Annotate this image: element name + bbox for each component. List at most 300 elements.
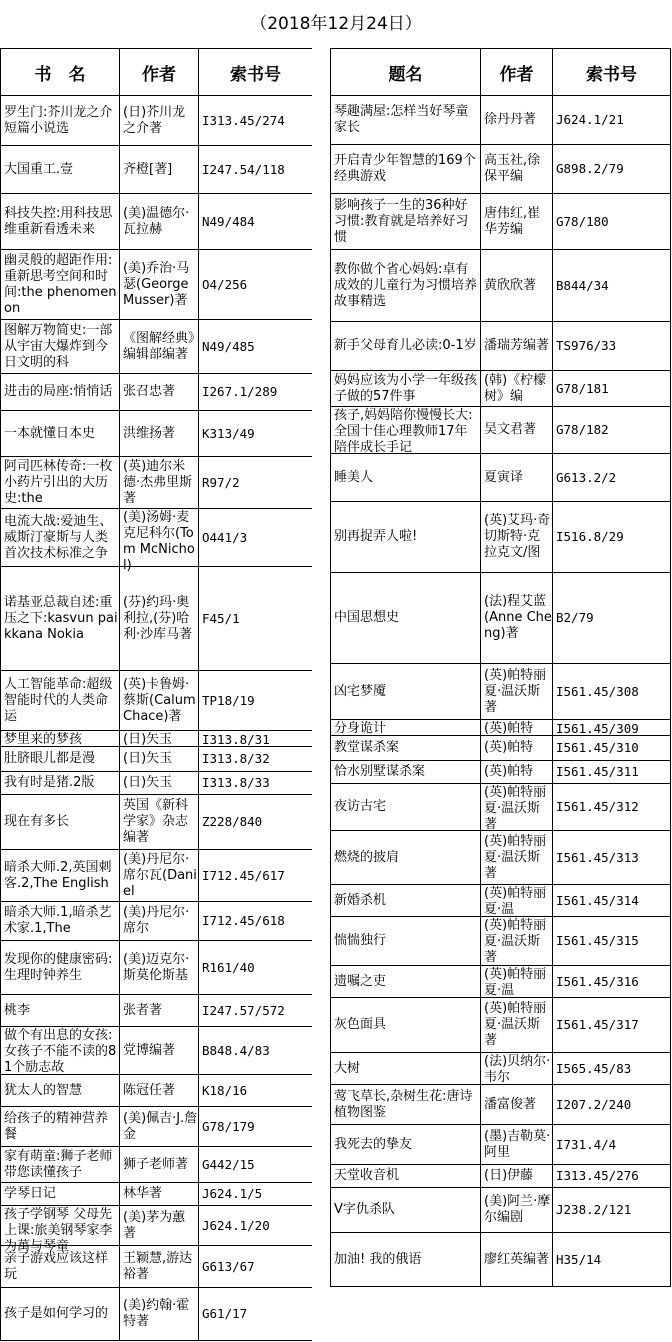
book-author: 英国《新科学家》杂志编著 <box>123 798 189 845</box>
book-author: 黄欣欣著 <box>484 277 537 293</box>
book-author: (英)艾玛·奇切斯特·克拉克文/图 <box>484 513 551 560</box>
book-author-cell <box>120 671 199 731</box>
left-table-row <box>1 194 313 250</box>
book-author: (美)温德尔·瓦拉赫 <box>123 205 190 237</box>
book-title: 开启青少年智慧的169个经典游戏 <box>334 153 476 184</box>
book-title-cell <box>1 509 120 567</box>
book-author-cell <box>481 454 553 502</box>
call-number: I731.4/4 <box>556 1136 617 1152</box>
book-title: 大国重工.壹 <box>4 161 74 177</box>
book-author: (墨)吉勒莫·阿里 <box>484 1128 551 1160</box>
book-title-cell <box>1 96 120 146</box>
left-table-row <box>1 509 313 567</box>
book-author-cell <box>120 1147 199 1183</box>
book-author: (日)矢玉 <box>123 731 173 747</box>
left-table-row <box>1 567 313 671</box>
call-number: G78/179 <box>202 1118 255 1134</box>
book-title-cell <box>331 1085 481 1125</box>
book-title: 琴趣满屋:怎样当好琴童家长 <box>334 104 469 135</box>
call-number-cell <box>199 1183 313 1206</box>
book-title-cell <box>331 966 481 998</box>
call-number: I313.8/32 <box>202 751 270 766</box>
book-title-cell <box>1 1075 120 1107</box>
book-title: 罗生门:芥川龙之介短篇小说选 <box>4 104 113 136</box>
book-title-cell <box>1 250 120 320</box>
book-title: 教你做个省心妈妈:卓有成效的儿童行为习惯培养故事精选 <box>334 261 478 309</box>
call-number-cell <box>199 795 313 850</box>
book-author-cell <box>481 322 553 371</box>
book-author-cell <box>120 747 199 772</box>
call-number: F45/1 <box>202 610 240 626</box>
call-number-cell <box>553 573 671 664</box>
book-author: (美)约翰·霍特著 <box>123 1298 190 1329</box>
call-number: N49/485 <box>202 338 255 354</box>
book-title: 我有时是猪.2版 <box>4 775 95 790</box>
left-table-row <box>1 941 313 995</box>
call-number-cell <box>553 407 671 454</box>
book-title-cell <box>331 502 481 573</box>
book-title-cell <box>331 761 481 784</box>
book-title-cell <box>1 1206 120 1254</box>
book-author: (美)丹尼尔·席尔 <box>123 905 190 936</box>
book-author: 潘瑞芳编著 <box>484 338 550 353</box>
book-author-cell <box>481 831 553 885</box>
call-number-cell <box>553 1233 671 1287</box>
book-title: 影响孩子一生的36种好习惯:教育就是培养好习惯 <box>334 197 469 245</box>
call-number-cell <box>199 850 313 902</box>
call-number: I712.45/617 <box>202 867 285 883</box>
left-table-row <box>1 747 313 772</box>
right-table-row <box>331 573 671 664</box>
book-title-cell <box>331 194 481 250</box>
call-number-cell <box>553 1125 671 1165</box>
book-title: 分身诡计 <box>334 720 387 736</box>
call-number-cell <box>199 250 313 320</box>
book-author: (英)帕特丽夏·温沃斯著 <box>484 1001 547 1048</box>
call-number: I565.45/83 <box>556 1060 632 1076</box>
book-author: (美)汤姆·麦克尼科尔(Tom McNichol) <box>123 509 195 573</box>
book-title: 遗嘱之吏 <box>334 973 387 989</box>
call-number-cell <box>553 96 671 145</box>
book-author-cell <box>481 194 553 250</box>
book-author-cell <box>481 761 553 784</box>
book-author: (法)程艾蓝(Anne Cheng)著 <box>484 594 552 641</box>
book-author: (美)丹尼尔·席尔瓦(Daniel <box>123 851 197 899</box>
book-author-cell <box>481 784 553 831</box>
right-table-row <box>331 454 671 502</box>
book-author-cell <box>481 502 553 573</box>
book-author-cell <box>120 995 199 1027</box>
book-title-cell <box>1 1107 120 1147</box>
book-author: (英)帕特丽夏·温沃斯著 <box>484 784 547 832</box>
book-title: 进击的局座:悄悄话 <box>4 384 113 399</box>
call-number-cell <box>553 322 671 371</box>
call-number: I247.57/572 <box>202 1002 285 1018</box>
call-number-cell <box>199 995 313 1027</box>
book-title-cell <box>331 322 481 371</box>
left-table-row <box>1 1246 313 1288</box>
call-number: G442/15 <box>202 1156 255 1172</box>
book-author: (法)贝纳尔·韦尔 <box>484 1053 551 1085</box>
call-number: G78/182 <box>556 422 609 437</box>
call-number-cell <box>553 736 671 761</box>
call-number: G898.2/79 <box>556 161 624 176</box>
book-author-cell <box>120 902 199 941</box>
call-number: K313/49 <box>202 425 255 441</box>
call-number-cell <box>199 772 313 795</box>
book-title: 莺飞草长,杂树生花:唐诗植物图鉴 <box>334 1088 473 1120</box>
book-author-cell <box>481 573 553 664</box>
call-number-cell <box>553 1188 671 1233</box>
book-author-cell <box>120 320 199 374</box>
book-title: 孩子是如何学习的 <box>4 1306 109 1321</box>
right-header-author: 作者 <box>481 49 553 96</box>
call-number: I561.45/311 <box>556 764 639 779</box>
call-number-cell <box>199 731 313 747</box>
left-table-row <box>1 320 313 374</box>
book-author-cell <box>120 850 199 902</box>
left-table-row <box>1 850 313 902</box>
book-author-cell <box>481 145 553 194</box>
book-author-cell <box>120 772 199 795</box>
book-title-cell <box>1 146 120 194</box>
book-author: 潘富俊著 <box>484 1096 537 1112</box>
call-number: I561.45/317 <box>556 1017 639 1032</box>
left-table-row <box>1 772 313 795</box>
book-title-cell <box>331 1125 481 1165</box>
left-table-row <box>1 1027 313 1075</box>
book-title-cell <box>1 374 120 411</box>
call-number-cell <box>199 1288 313 1341</box>
call-number-cell <box>553 1053 671 1085</box>
book-author-cell <box>481 720 553 736</box>
book-title-cell <box>331 371 481 407</box>
right-table-row <box>331 720 671 736</box>
book-title-cell <box>331 1053 481 1085</box>
right-table-row <box>331 885 671 917</box>
book-title-cell <box>1 731 120 747</box>
left-table-row <box>1 1183 313 1206</box>
left-table-row <box>1 1075 313 1107</box>
left-table-row <box>1 1147 313 1183</box>
book-author-cell <box>120 96 199 146</box>
book-author: 《图解经典》编辑部编著 <box>123 330 195 362</box>
book-title-cell <box>1 941 120 995</box>
book-title: 妈妈应该为小学一年级孩子做的57件事 <box>334 372 478 404</box>
call-number: I207.2/240 <box>556 1096 632 1112</box>
book-author: (英)帕特 <box>484 720 534 736</box>
book-author: 齐橙[著] <box>123 161 173 177</box>
book-title: 我死去的挚友 <box>334 1136 413 1152</box>
book-author: (日)伊藤 <box>484 1168 534 1183</box>
book-title: 家有萌童:狮子老师带您读懂孩子 <box>4 1148 113 1180</box>
call-number-cell <box>553 454 671 502</box>
call-number-cell <box>199 671 313 731</box>
book-author: (英)帕特 <box>484 740 534 755</box>
book-author: (英)帕特丽夏·温 <box>484 885 547 917</box>
left-table-row <box>1 250 313 320</box>
call-number-cell <box>199 567 313 671</box>
book-title-cell <box>331 573 481 664</box>
call-number: G613/67 <box>202 1258 255 1274</box>
call-number: R97/2 <box>202 474 240 490</box>
right-table-row <box>331 1085 671 1125</box>
book-author: (英)帕特丽夏·温 <box>484 966 547 998</box>
right-table-row <box>331 1188 671 1233</box>
book-author-cell <box>481 917 553 966</box>
book-title: 亲子游戏应该这样玩 <box>4 1250 109 1282</box>
call-number-cell <box>553 917 671 966</box>
book-author: 唐伟红,崔华芳编 <box>484 205 541 237</box>
book-author: (韩)《柠檬树》编 <box>484 372 547 404</box>
call-number-cell <box>199 1027 313 1075</box>
call-number: K18/16 <box>202 1082 248 1098</box>
book-title: 发现你的健康密码:生理时钟养生 <box>4 951 113 983</box>
book-title: 恰水别墅谋杀案 <box>334 764 426 779</box>
call-number-cell <box>199 902 313 941</box>
book-author-cell <box>481 1188 553 1233</box>
left-table-row <box>1 671 313 731</box>
left-table-row <box>1 374 313 411</box>
book-title-cell <box>1 320 120 374</box>
call-number: B844/34 <box>556 277 609 293</box>
book-title-cell <box>331 1165 481 1188</box>
book-title-cell <box>331 998 481 1053</box>
book-title-cell <box>1 995 120 1027</box>
book-title-cell <box>331 250 481 322</box>
call-number-cell <box>553 831 671 885</box>
book-title-cell <box>1 194 120 250</box>
call-number: TS976/33 <box>556 338 617 353</box>
book-author: (英)帕特丽夏·温沃斯著 <box>484 667 547 715</box>
book-title: 灰色面具 <box>334 1017 387 1032</box>
left-table-row <box>1 1288 313 1341</box>
call-number-cell <box>199 146 313 194</box>
call-number: I313.8/33 <box>202 775 270 790</box>
left-header-code: 索书号 <box>199 49 313 96</box>
call-number: G78/180 <box>556 213 609 229</box>
call-number-cell <box>199 96 313 146</box>
book-author-cell <box>120 795 199 850</box>
book-author: (英)帕特 <box>484 764 534 779</box>
call-number: J238.2/121 <box>556 1202 632 1217</box>
book-title: 诺基亚总裁自述:重压之下:kasvun paikkana Nokia <box>4 594 118 642</box>
book-author-cell <box>481 1085 553 1125</box>
book-author-cell <box>120 1183 199 1206</box>
book-author: 党博编著 <box>123 1042 176 1058</box>
call-number-cell <box>553 502 671 573</box>
book-author-cell <box>120 374 199 411</box>
book-author: (日)芥川龙之介著 <box>123 104 186 136</box>
left-table-row <box>1 146 313 194</box>
left-table-row <box>1 96 313 146</box>
call-number: I313.45/276 <box>556 1168 639 1183</box>
book-title: 电流大战:爱迪生、威斯汀豪斯与人类首次技术标准之争 <box>4 513 113 561</box>
book-title-cell <box>1 1183 120 1206</box>
call-number: I561.45/313 <box>556 849 639 865</box>
book-title-cell <box>1 772 120 795</box>
book-author-cell <box>120 941 199 995</box>
book-author: 徐丹丹著 <box>484 112 537 127</box>
book-author-cell <box>481 1165 553 1188</box>
right-header-title: 题名 <box>331 49 481 96</box>
book-author-cell <box>481 1233 553 1287</box>
book-title-cell <box>331 720 481 736</box>
book-title-cell <box>331 1233 481 1287</box>
book-title-cell <box>331 736 481 761</box>
call-number-cell <box>199 320 313 374</box>
book-title: 孩子,妈妈陪你慢慢长大:全国十佳心理教师17年陪伴成长手记 <box>334 407 473 455</box>
book-title: 幽灵般的超距作用:重新思考空间和时间:the phenomenon <box>4 252 117 316</box>
right-table-row <box>331 1233 671 1287</box>
book-title-cell <box>1 747 120 772</box>
call-number: G78/181 <box>556 380 609 396</box>
right-table-row <box>331 784 671 831</box>
left-table-row <box>1 795 313 850</box>
book-author: 林华著 <box>123 1186 163 1201</box>
book-title: 加油! 我的俄语 <box>334 1251 422 1267</box>
right-table-row <box>331 1125 671 1165</box>
left-header-author: 作者 <box>120 49 199 96</box>
call-number-cell <box>553 966 671 998</box>
book-author-cell <box>120 457 199 509</box>
call-number-cell <box>553 885 671 917</box>
book-author: 廖红英编著 <box>484 1251 550 1267</box>
book-title: 睡美人 <box>334 469 374 485</box>
call-number-cell <box>553 761 671 784</box>
right-table-row <box>331 145 671 194</box>
call-number: J624.1/21 <box>556 112 624 127</box>
book-author: (英)卡鲁姆·蔡斯(Calum Chace)著 <box>123 676 196 724</box>
call-number-cell <box>553 250 671 322</box>
call-number: I313.45/274 <box>202 112 285 128</box>
book-title-cell <box>1 902 120 941</box>
right-table-row <box>331 322 671 371</box>
book-author-cell <box>120 250 199 320</box>
book-title-cell <box>1 1027 120 1075</box>
book-title: 燃烧的披肩 <box>334 849 400 865</box>
right-table-row <box>331 998 671 1053</box>
book-title: 现在有多长 <box>4 814 70 829</box>
book-author: 狮子老师著 <box>123 1156 189 1172</box>
book-author: 王颖慧,游达裕著 <box>123 1250 193 1282</box>
book-author: 洪维扬著 <box>123 425 176 441</box>
book-author: (美)乔治·马瑟(George Musser)著 <box>123 260 190 308</box>
call-number-cell <box>199 374 313 411</box>
book-title-cell <box>331 784 481 831</box>
book-title-cell <box>1 1147 120 1183</box>
book-title: 阿司匹林传奇:一枚小药片引出的大历史:the <box>4 458 113 506</box>
right-table-row <box>331 1165 671 1188</box>
left-table-row <box>1 902 313 941</box>
call-number: I313.8/31 <box>202 731 270 747</box>
call-number: I247.54/118 <box>202 161 285 177</box>
book-title-cell <box>331 145 481 194</box>
call-number: J624.1/5 <box>202 1186 263 1201</box>
right-table-row <box>331 664 671 720</box>
right-header-code: 索书号 <box>553 49 671 96</box>
book-author: (日)矢玉 <box>123 775 173 790</box>
book-author-cell <box>120 1246 199 1288</box>
left-table-row <box>1 1107 313 1147</box>
book-author-cell <box>481 885 553 917</box>
book-title: 一本就懂日本史 <box>4 425 96 441</box>
left-table-row <box>1 731 313 747</box>
book-author: (美)迈克尔·斯莫伦斯基 <box>123 951 190 983</box>
book-title-cell <box>331 407 481 454</box>
book-author-cell <box>120 1206 199 1246</box>
call-number: Z228/840 <box>202 814 263 829</box>
book-title-cell <box>1 850 120 902</box>
book-title: 凶宅梦魇 <box>334 683 387 699</box>
right-table-row <box>331 250 671 322</box>
book-title: 学琴日记 <box>4 1186 57 1201</box>
call-number: H35/14 <box>556 1251 602 1267</box>
left-table-row <box>1 995 313 1027</box>
book-author: (美)阿兰·摩尔编剧 <box>484 1194 551 1225</box>
book-title: 别再捉弄人啦! <box>334 529 418 544</box>
call-number-cell <box>553 784 671 831</box>
book-title: 肚脐眼儿都是漫 <box>4 751 96 766</box>
call-number-cell <box>199 1147 313 1183</box>
book-title-cell <box>331 96 481 145</box>
book-title-cell <box>331 917 481 966</box>
book-author: (美)茅为蕙著 <box>123 1209 186 1241</box>
book-author: (芬)约玛·奥利拉,(芬)哈利·沙库马著 <box>123 594 193 642</box>
call-number: I712.45/618 <box>202 913 285 928</box>
call-number: I561.45/315 <box>556 933 639 948</box>
book-author-cell <box>481 250 553 322</box>
book-title-cell <box>1 457 120 509</box>
book-author: (英)迪尔米德·杰弗里斯著 <box>123 458 193 506</box>
call-number-cell <box>199 1246 313 1288</box>
right-table-row <box>331 966 671 998</box>
book-author-cell <box>120 509 199 573</box>
call-number-cell <box>553 371 671 407</box>
book-author-cell <box>120 1107 199 1147</box>
book-title: 图解万物简史:一部从宇宙大爆炸到今日文明的科 <box>4 322 113 370</box>
call-number: O4/256 <box>202 276 248 292</box>
call-number-cell <box>553 664 671 720</box>
book-title: 新手父母育儿必读:0-1岁 <box>334 338 477 353</box>
book-title: 桃李 <box>4 1002 31 1018</box>
book-title: 惴惴独行 <box>334 933 387 948</box>
book-author-cell <box>120 731 199 747</box>
call-number: TP18/19 <box>202 692 255 708</box>
call-number-cell <box>553 1165 671 1188</box>
book-title: V字仇杀队 <box>334 1202 395 1217</box>
call-number: I561.45/312 <box>556 799 639 814</box>
right-table-row <box>331 194 671 250</box>
book-author-cell <box>481 966 553 998</box>
book-author-cell <box>481 1053 553 1085</box>
book-author: 高玉社,徐保平编 <box>484 153 541 184</box>
book-author-cell <box>481 664 553 720</box>
book-title-cell <box>1 671 120 731</box>
book-author-cell <box>120 146 199 194</box>
call-number: I561.45/309 <box>556 720 639 736</box>
call-number-cell <box>199 509 313 567</box>
book-title-cell <box>1 1246 120 1288</box>
call-number-cell <box>199 941 313 995</box>
book-author-cell <box>120 411 199 457</box>
book-title: 科技失控:用科技思维重新看透未来 <box>4 205 113 237</box>
right-table-row <box>331 96 671 145</box>
call-number: B848.4/83 <box>202 1042 270 1058</box>
call-number-cell <box>199 1075 313 1107</box>
book-author-cell <box>481 998 553 1053</box>
book-title: 教堂谋杀案 <box>334 740 400 755</box>
